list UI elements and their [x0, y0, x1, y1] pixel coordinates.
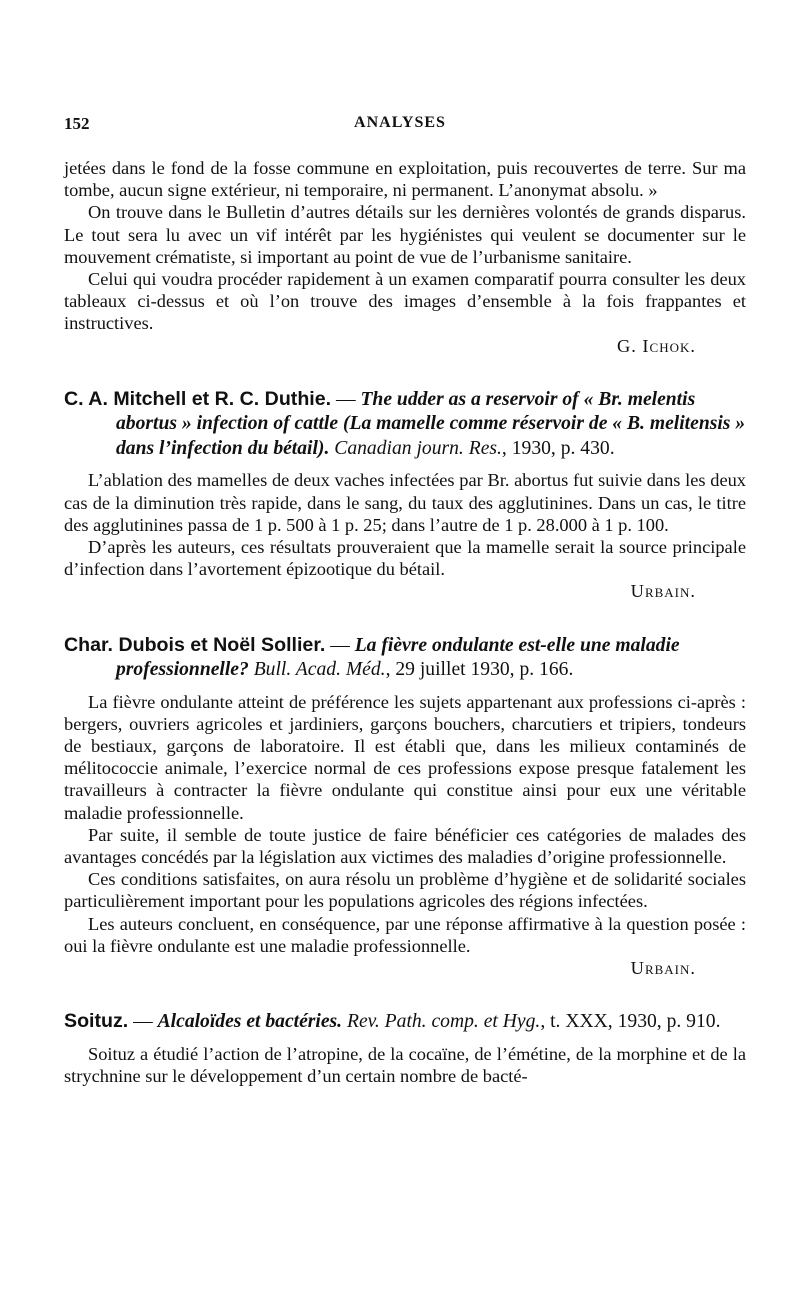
intro-paragraph-2: On trouve dans le Bulletin d’autres détails sur les dernières volontés de grands disparus. Le tout sera lu avec un vif intérêt par les hygiénistes qui veulent se documenter sur le mouvement crématiste, si important au point de vue de l’urbanisme sanitaire. [64, 202, 746, 267]
article-3-heading [64, 1009, 746, 1035]
article-2-paragraph-4: Les auteurs concluent, en conséquence, par une réponse affirmative à la question posée : oui la fièvre ondulante est une maladie professionnelle. [64, 913, 746, 956]
article-2-ref: , 29 juillet 1930, p. 166. [385, 659, 574, 681]
signature-urbain-2: Urbain. [630, 957, 696, 978]
article-1-paragraph-2: D’après les auteurs, ces résultats prouveraient que la mamelle serait la source principale d’infection dans l’avortement épizootique du bétail. [64, 536, 746, 580]
intro-signature-row [64, 335, 746, 357]
intro-paragraph-1: jetées dans le fond de la fosse commune en exploitation, puis recouvertes de terre. Sur ma tombe, aucun signe extérieur, ni temporaire, ni permanent. L’anonymat absolu. » [64, 158, 746, 201]
article-3-ref: , t. XXX, 1930, p. 910. [540, 1011, 721, 1033]
article-3-paragraph-1: Soituz a étudié l’action de l’atropine, de la cocaïne, de l’émétine, de la morphine et de la strychnine sur le développement d’un certain nombre de bacté- [64, 1043, 746, 1086]
running-title: ANALYSES [354, 114, 446, 131]
article-3-source: Rev. Path. comp. et Hyg. [342, 1011, 541, 1033]
section-gap [64, 979, 746, 1009]
article-2-heading [64, 633, 746, 683]
running-head [0, 114, 800, 138]
signature-ichok: G. Ichok. [616, 335, 696, 356]
article-2-title: La fièvre ondulante est-elle une maladie professionnelle? [116, 634, 680, 681]
article-1-ref: , 1930, p. 430. [501, 437, 615, 459]
article-3-title: Alcaloïdes et bactéries. [157, 1011, 343, 1033]
article-1-source: Canadian journ. Res. [329, 437, 502, 459]
article-2-dash: — [325, 634, 355, 656]
article-3-authors: Soituz. [64, 1010, 129, 1033]
article-2-paragraph-3: Ces conditions satisfaites, on aura résolu un problème d’hygiène et de solidarité sociales particulièrement important pour les populations agricoles des régions infectées. [64, 869, 746, 912]
article-2-source: Bull. Acad. Méd. [248, 659, 386, 681]
heading-gap [64, 461, 746, 469]
intro-paragraph-3: Celui qui voudra procéder rapidement à un examen comparatif pourra consulter les deux tableaux ci-dessus et où l’on trouve des images d’ensemble à la fois frappantes et instructives. [64, 269, 746, 334]
article-2-authors: Char. Dubois et Noël Sollier. [64, 633, 326, 656]
page-body [64, 157, 746, 1087]
heading-gap [64, 1035, 746, 1043]
section-gap [64, 357, 746, 387]
article-1-heading [64, 387, 746, 462]
article-3-dash: — [128, 1011, 158, 1033]
article-2-signature-row [64, 957, 746, 979]
article-1-title: The udder as a reservoir of « Br. melentis abortus » infection of cattle (La mamelle comme réservoir de « B. melitensis » dans l’infection du bétail). [116, 388, 746, 459]
page-number: 152 [64, 114, 90, 133]
article-1-dash: — [331, 388, 361, 410]
article-1-authors: C. A. Mitchell et R. C. Duthie. [64, 387, 332, 410]
article-1-paragraph-1: L’ablation des mamelles de deux vaches infectées par Br. abortus fut suivie dans les deux cas de la diminution très rapide, dans le sang, du taux des agglutinines. Dans un cas, le titre des agglutinines passa de 1 p. 500 à 1 p. 25; dans l’autre de 1 p. 28.000 à 1 p. 100. [64, 470, 746, 535]
article-2-paragraph-2: Par suite, il semble de toute justice de faire bénéficier ces catégories de malades des avantages concédés par la législation aux victimes des maladies d’origine professionnelle. [64, 824, 746, 867]
heading-gap [64, 683, 746, 691]
section-gap [64, 603, 746, 633]
article-2-paragraph-1: La fièvre ondulante atteint de préférence les sujets appartenant aux professions ci-après : bergers, ouvriers agricoles et jardiniers, garçons bouchers, charcutiers et tripiers, tondeurs de bestiaux, garçons de laboratoire. Il est établi que, dans les milieux contaminés de mélitococcie animale, l’exercice normal de ces professions expose presque fatalement les travailleurs à contracter la fièvre ondulante qui constitue ainsi pour eux une véritable maladie professionnelle. [64, 691, 746, 823]
signature-urbain-1: Urbain. [630, 581, 696, 602]
article-1-signature-row [64, 580, 746, 602]
